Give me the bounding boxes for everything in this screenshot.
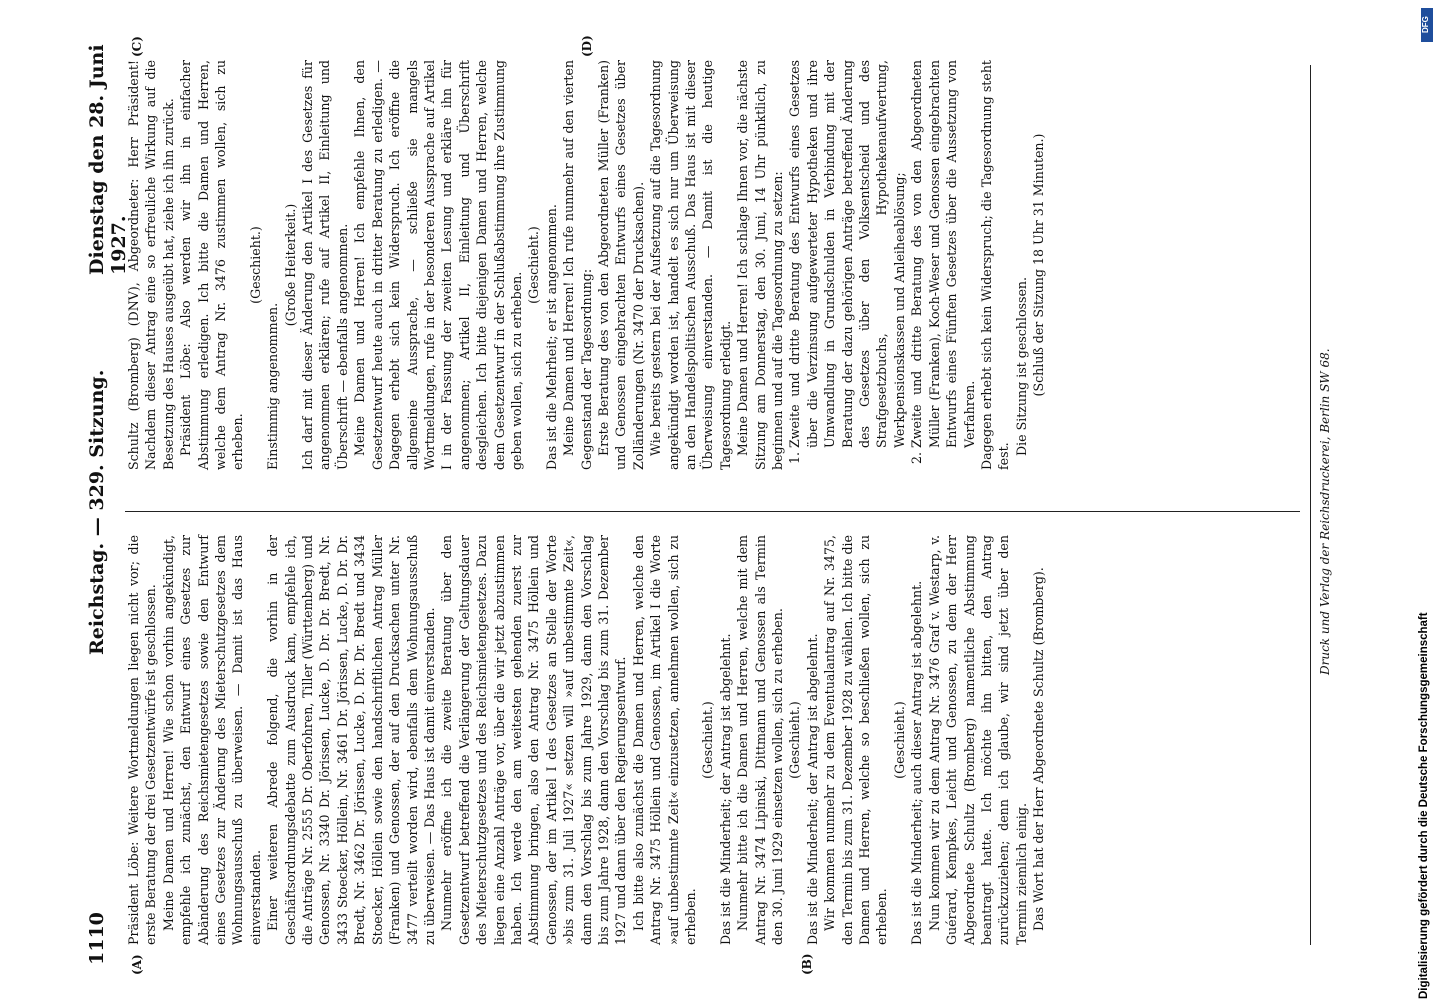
stage-direction: (Geschieht.) (700, 701, 716, 779)
paragraph: Das ist die Minderheit; der Antrag ist abgelehnt. (717, 633, 733, 945)
paragraph: Schultz (Bromberg) (DNV), Abgeordneter: Herr Präsident! Nachdem dieser Antrag eine so erfreuliche Wirkung auf die Besetzung des Hauses ausgeübt hat, ziehe ich ihn zurück. (126, 60, 176, 470)
paragraph: Nunmehr bitte ich die Damen und Herren, welche mit dem Antrag Nr. 3474 Lipinski, Dittmann und Genossen als Termin den 30. Juni 1929 einsetzen wollen, sich zu erheben. (735, 535, 786, 945)
paragraph: Meine Damen und Herren! Ich schlage Ihnen vor, die nächste Sitzung am Donnerstag, den 30. Juni, 14 Uhr pünktlich, zu beginnen und auf die Tagesordnung zu setzen: (735, 60, 786, 470)
paragraph: Das ist die Minderheit; auch dieser Antrag ist abgelehnt. (909, 580, 925, 945)
paragraph: Ich darf mit dieser Änderung den Artikel I des Gesetzes für angenommen erklären; rufe auf Artikel II, Einleitung und Überschrift — ebenfalls angenommen. (300, 60, 350, 470)
paragraph: Das ist die Mehrheit; er ist angenommen. (543, 204, 559, 470)
paragraph: Einer weiteren Abrede folgend, die vorhin in der Geschäftsordnungsdebatte zum Ausdruck kam, empfehle ich, die Anträge Nr. 2555 Dr. Oberfohren, Tiller (Württemberg) und Genossen, Nr. 3340 Dr. Jörissen, Lucke, D. Dr. Dr. Bredt, Nr. 3433 Stoecker, Höllein, Nr. 3461 Dr. Jörissen, Lucke, D. Dr. Dr. Bredt, Nr. 3462 Dr. Jörissen, Lucke, D. Dr. Dr. Bredt und 3434 Stoecker, Höllein sowie den handschriftlichen Antrag Müller (Franken) und Genossen, der auf den Drucksachen unter Nr. 3477 verteilt worden wird, ebenfalls dem Wohnungsausschuß zu überweisen. — Das Haus ist damit einverstanden. (265, 535, 437, 945)
margin-mark-c: (C) (130, 36, 144, 57)
stage-direction: (Geschieht.) (891, 701, 907, 779)
session-date: Dienstag den 28. Juni 1927. (86, 44, 130, 275)
margin-mark-d: (D) (580, 35, 594, 57)
printer-imprint: Druck und Verlag der Reichsdruckerei, Berlin SW 68. (1318, 348, 1332, 675)
left-column (125, 535, 1048, 945)
footer-rule (1310, 65, 1311, 945)
stage-direction: (Große Heiterkeit.) (282, 203, 298, 327)
dfg-logo: DFG (1421, 8, 1433, 42)
paragraph: Präsident Löbe: Weitere Wortmeldungen liegen nicht vor; die erste Beratung der drei Gesetzentwürfe ist geschlossen. (126, 535, 159, 945)
paragraph: Wir kommen nunmehr zu dem Eventualantrag auf Nr. 3475, den Termin bis zum 31. Dezember 1928 zu wählen. Ich bitte die Damen und Herren, welche so beschließen wollen, sich zu erheben. (822, 535, 890, 945)
funding-note (1418, 4, 1434, 999)
stage-direction: (Geschieht.) (247, 226, 263, 304)
session-title: Reichstag. — 329. Sitzung. (86, 369, 108, 655)
agenda-list (786, 60, 977, 470)
agenda-list-item: 1. Zweite und dritte Beratung des Entwurfs eines Gesetzes über die Verzinsung aufgewerteter Hypotheken und ihre Umwandlung in Grundschulden in Verbindung mit der Beratung der dazu gehörigen Anträge betreffend Änderung des Gesetzes über den Volksentscheid und des Strafgesetzbuchs, Hypothekenaufwertung, Werkpensionskassen und Anleiheablösung; (786, 60, 908, 448)
rotated-page (80, 35, 1370, 975)
paragraph: Ich bitte also zunächst die Damen und Herren, welche den Antrag Nr. 3475 Höllein und Genossen, im Artikel I die Worte »auf unbestimmte Zeit« einzusetzen, annehmen wollen, sich zu erheben. (630, 535, 698, 945)
paragraph: Meine Damen und Herren! Ich empfehle Ihnen, den Gesetzentwurf heute auch in dritter Beratung zu erledigen. — Dagegen erhebt sich kein Widerspruch. Ich eröffne die allgemeine Aussprache, — schließe sie mangels Wortmeldungen, rufe in der besonderen Aussprache auf Artikel I in der Fassung der zweiten Lesung und erkläre ihn für angenommen; Artikel II, Einleitung und Überschrift desgleichen. Ich bitte diejenigen Damen und Herren, welche dem Gesetzentwurf in der Schlußabstimmung ihre Zustimmung geben wollen, sich zu erheben. (352, 60, 524, 470)
paragraph: Das ist die Minderheit; der Antrag ist abgelehnt. (804, 633, 820, 945)
right-column (125, 60, 1048, 470)
funding-note-text: Digitalisierung gefördert durch die Deutsche Forschungsgemeinschaft (1418, 612, 1430, 999)
margin-mark-a: (A) (130, 954, 144, 975)
paragraph: Nunmehr eröffne ich die zweite Beratung über den Gesetzentwurf betreffend die Verlängerung der Geltungsdauer des Mieterschutzgesetzes und des Reichsmietengesetzes. Dazu liegen eine Anzahl Anträge vor, über die wir jetzt abzustimmen haben. Ich werde den am weitesten gehenden zuerst zur Abstimmung bringen, also den Antrag Nr. 3475 Höllein und Genossen, der im Artikel I des Gesetzes an Stelle der Worte »bis zum 31. Juli 1927« setzen will »auf unbestimmte Zeit«, dann den Vorschlag bis zum Jahre 1929, dann den Vorschlag bis zum Jahre 1928, dann den Vorschlag bis zum 31. Dezember 1927 und dann über den Regierungsentwurf. (439, 535, 629, 945)
paragraph: Einstimmig angenommen. (265, 302, 281, 470)
paragraph: Nun kommen wir zu dem Antrag Nr. 3476 Graf v. Westarp, v. Guérard, Kempkes, Leicht und Genossen, zu dem der Herr Abgeordnete Schultz (Bromberg) namentliche Abstimmung beantragt hatte. Ich möchte ihn bitten, den Antrag zurückzuziehen; denn ich glaube, wir sind jetzt über den Termin ziemlich einig. (926, 535, 1029, 945)
paragraph: Meine Damen und Herren! Wie schon vorhin angekündigt, empfehle ich zunächst, den Entwurf eines Gesetzes zur Abänderung des Reichsmietengesetzes sowie den Entwurf eines Gesetzes zur Änderung des Mieterschutzgesetzes dem Wohnungsausschuß zu überweisen. — Damit ist das Haus einverstanden. (160, 535, 263, 945)
stage-direction: (Geschieht.) (787, 701, 803, 779)
paragraph: Wie bereits gestern bei der Aufsetzung auf die Tagesordnung angekündigt worden ist, handelt es sich nur um Überweisung an den Handelspolitischen Ausschuß. Das Haus ist mit dieser Überweisung einverstanden. — Damit ist die heutige Tagesordnung erledigt. (648, 60, 733, 470)
paragraph: Dagegen erhebt sich kein Widerspruch; die Tagesordnung steht fest. (978, 60, 1012, 470)
closing-note: (Schluß der Sitzung 18 Uhr 31 Minuten.) (1031, 133, 1047, 397)
margin-mark-b: (B) (800, 953, 814, 975)
agenda-item: Erste Beratung des von den Abgeordneten Müller (Franken) und Genossen eingebrachten Entwurfs eines Gesetzes über Zolländerungen (Nr. 3470 der Drucksachen). (595, 60, 646, 470)
paragraph: Präsident Löbe: Also werden wir ihn in einfacher Abstimmung erledigen. Ich bitte die Damen und Herren, welche dem Antrag Nr. 3476 zustimmen wollen, sich zu erheben. (178, 60, 246, 470)
stage-direction: (Geschieht.) (526, 226, 542, 304)
paragraph: Die Sitzung ist geschlossen. (1013, 276, 1029, 456)
paragraph: Meine Damen und Herren! Ich rufe nunmehr auf den vierten Gegenstand der Tagesordnung: (561, 60, 594, 470)
agenda-list-item: 2. Zweite und dritte Beratung des von den Abgeordneten Müller (Franken), Koch-Weser und Genossen eingebrachten Entwurfs eines Fünften Gesetzes über die Aussetzung von Verfahren. (908, 60, 978, 448)
page-header (80, 40, 130, 975)
column-divider (125, 511, 1300, 512)
paragraph: Das Wort hat der Herr Abgeordnete Schultz (Bromberg). (1031, 567, 1047, 931)
page-number: 1110 (86, 912, 108, 965)
